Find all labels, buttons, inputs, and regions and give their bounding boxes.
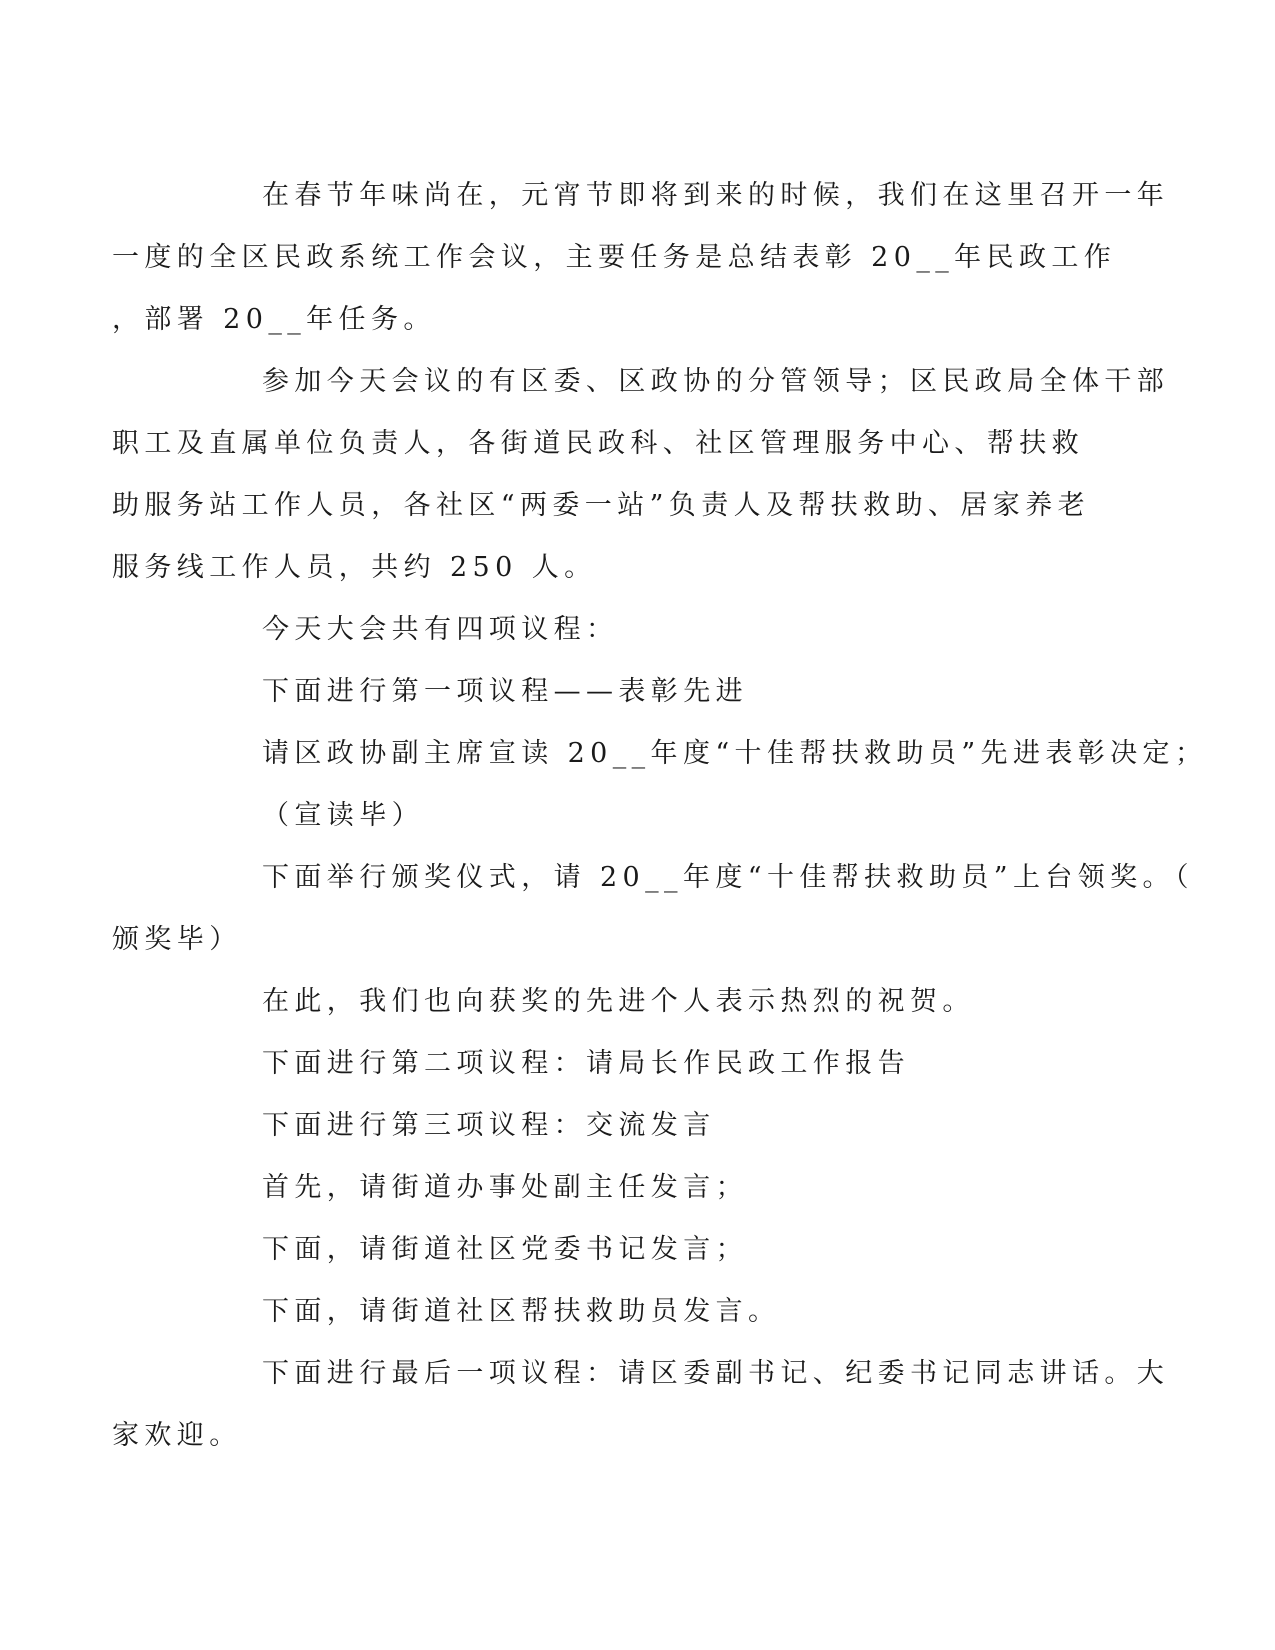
text-line: 在春节年味尚在，元宵节即将到来的时候，我们在这里召开一年: [262, 180, 1170, 211]
paragraph-award-ceremony: [112, 847, 1194, 971]
paragraph-final-agenda: [112, 1343, 1170, 1467]
text-line: 助服务站工作人员，各社区“两委一站”负责人及帮扶救助、居家养老: [112, 490, 1091, 521]
paragraph-agenda-item-2: 下面进行第二项议程：请局长作民政工作报告: [262, 1048, 910, 1079]
paragraph-speaker-1: 首先，请街道办事处副主任发言；: [262, 1172, 748, 1203]
text-line: 下面举行颁奖仪式，请 20__年度“十佳帮扶救助员”上台领奖。（: [262, 862, 1194, 893]
paragraph-attendees: [112, 351, 1170, 599]
text-line: ，部署 20__年任务。: [112, 304, 436, 335]
paragraph-speaker-2: 下面，请街道社区党委书记发言；: [262, 1234, 748, 1265]
paragraph-speaker-3: 下面，请街道社区帮扶救助员发言。: [262, 1296, 781, 1327]
text-line: 颁奖毕）: [112, 924, 242, 955]
paragraph-agenda-item-3: 下面进行第三项议程：交流发言: [262, 1110, 716, 1141]
text-line: 家欢迎。: [112, 1420, 242, 1451]
paragraph-reading-done: （宣读毕）: [262, 800, 424, 831]
paragraph-agenda-intro: 今天大会共有四项议程：: [262, 614, 619, 645]
text-line: 职工及直属单位负责人，各街道民政科、社区管理服务中心、帮扶救: [112, 428, 1084, 459]
paragraph-opening: [112, 165, 1170, 351]
text-line: 参加今天会议的有区委、区政协的分管领导；区民政局全体干部: [262, 366, 1170, 397]
paragraph-agenda-item-1: 下面进行第一项议程——表彰先进: [262, 676, 748, 707]
text-line: 服务线工作人员，共约 250 人。: [112, 552, 597, 583]
document-body: [112, 165, 1208, 1467]
text-line: 一度的全区民政系统工作会议，主要任务是总结表彰 20__年民政工作: [112, 242, 1117, 273]
paragraph-congratulations: 在此，我们也向获奖的先进个人表示热烈的祝贺。: [262, 986, 975, 1017]
paragraph-read-decision: 请区政协副主席宣读 20__年度“十佳帮扶救助员”先进表彰决定；: [262, 738, 1208, 769]
text-line: 下面进行最后一项议程：请区委副书记、纪委书记同志讲话。大: [262, 1358, 1170, 1389]
